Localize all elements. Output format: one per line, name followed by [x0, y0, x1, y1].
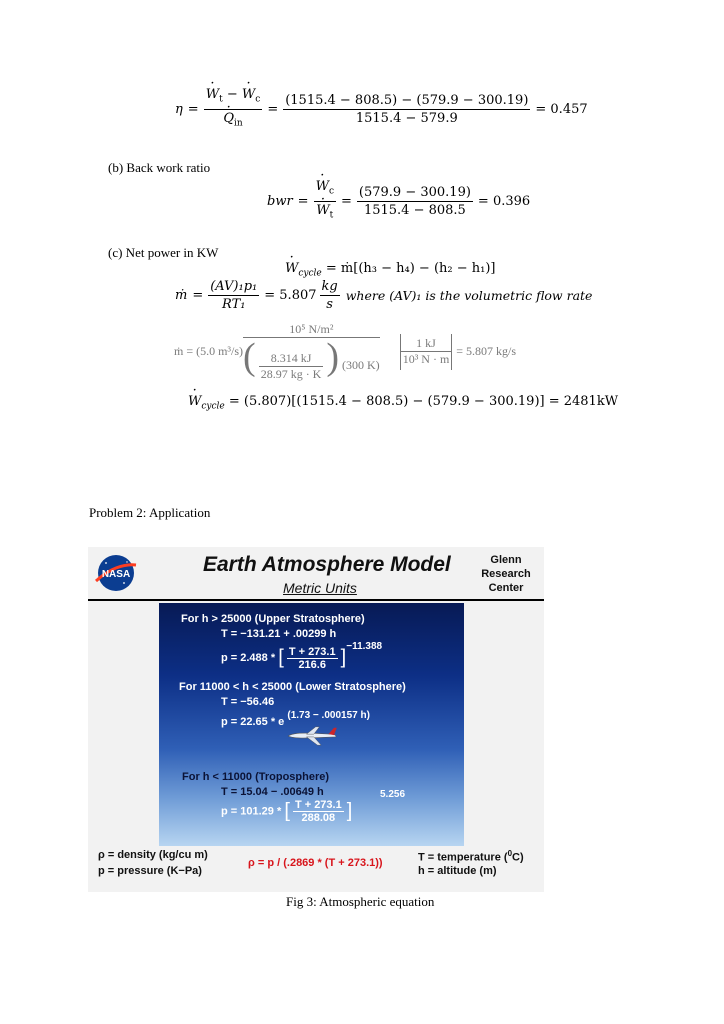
- nasa-logo-icon: [94, 553, 138, 593]
- eta-result: = 0.457: [535, 101, 588, 117]
- figure-caption: Fig 3: Atmospheric equation: [286, 894, 435, 909]
- eta-symbol: η: [175, 101, 183, 117]
- legend-temperature: T = temperature ($^0$C): [418, 849, 524, 864]
- lower-pressure-eq: p = 22.65 * e (1.73 − .000157 h): [221, 710, 370, 728]
- figure-subtitle: Metric Units: [283, 580, 357, 596]
- figure-title: Earth Atmosphere Model: [203, 553, 451, 576]
- bwr-result: = 0.396: [477, 193, 531, 209]
- part-b-heading: (b) Back work ratio: [108, 160, 211, 175]
- airplane-icon: [283, 725, 341, 747]
- cycle-power-equation: · $W_{cycle}$ = ṁ[(h₃ − h₄) − (h₂ − h₁)]: [285, 261, 495, 279]
- mass-flow-equation: ṁ = $\frac{\text{(AV)₁p₁}}{\text{RT₁}}$ = 5.807 $\frac{kg}{s}$ where (AV)₁ is the volumetric flow rate: [175, 279, 593, 312]
- problem-2-heading: Problem 2: Application: [89, 505, 211, 520]
- density-equation: ρ = p / (.2869 * (T + 273.1)): [248, 857, 383, 869]
- lower-temperature-eq: T = −56.46: [221, 696, 275, 708]
- upper-temperature-eq: T = −131.21 + .00299 h: [221, 628, 337, 640]
- tropo-exponent: 5.256: [380, 789, 406, 800]
- legend-pressure: p = pressure (K−Pa): [98, 865, 202, 877]
- eta-numeric-fraction: $\frac{(1515.4 - 808.5) - (579.9 - 300.19)}{1515.4 - 579.9}$: [285, 92, 529, 126]
- troposphere-heading: For h < 11000 (Troposphere): [182, 771, 330, 783]
- header-divider: [88, 599, 544, 601]
- atmosphere-equations-panel: [159, 603, 464, 846]
- volumetric-flow-note: where (AV)₁ is the volumetric flow rate: [345, 288, 593, 303]
- legend-altitude: h = altitude (m): [418, 865, 497, 877]
- lower-stratosphere-heading: For 11000 < h < 25000 (Lower Stratosphere): [179, 681, 406, 693]
- tropo-pressure-eq: p = 101.29 * [ $\frac{T + 273.1}{288.08}$ ]: [221, 799, 353, 824]
- legend-density: ρ = density (kg/cu m): [98, 849, 208, 861]
- eta-symbolic-fraction: · $W_t$ − · $W_c$ · $Q_{in}$: [204, 86, 263, 132]
- net-power-equation: · $W_{cycle} = (5.807)[(1515.4 - 808.5) - (579.9 - 300.19)] = 2481kW$: [188, 394, 618, 412]
- bwr-numeric-fraction: $\frac{(579.9 - 300.19)}{1515.4 - 808.5}$: [358, 184, 471, 218]
- bwr-symbolic-fraction: · $W_c$ · $W_t$: [314, 178, 336, 224]
- efficiency-equation: η = · $W_t$ − · $W_c$ · $Q_{in}$ = $\frac{(1515.4 - 808.5) - (579.9 - 300.19)}{1515.4 - 579.9}$ = 0.457: [175, 86, 588, 132]
- tropo-temperature-eq: T = 15.04 − .00649 h: [221, 786, 324, 798]
- upper-pressure-eq: p = 2.488 * [ $\frac{T + 273.1}{216.6}$ ]$^{-11.388}$: [221, 641, 383, 671]
- bwr-symbol: bwr: [267, 193, 293, 209]
- part-c-heading: (c) Net power in KW: [108, 245, 219, 260]
- earth-atmosphere-figure: [88, 547, 544, 892]
- bwr-equation: bwr = · $W_c$ · $W_t$ = $\frac{(579.9 - 300.19)}{1515.4 - 808.5}$ = 0.396: [267, 178, 530, 224]
- svg-text:NASA: NASA: [101, 569, 131, 580]
- glenn-research-center: Glenn Research Center: [481, 554, 531, 594]
- upper-stratosphere-heading: For h > 25000 (Upper Stratosphere): [181, 613, 365, 625]
- mass-flow-calculation: ṁ = (5.0 m³/s) 10⁵ N/m² ( $\frac{8.314 kJ}{28.97 kg \cdot K}$ ) (300 K) $\frac{1 kJ}{\text{10³ N · m}}$ = 5.807 kg/s: [174, 322, 517, 381]
- figure-header: [88, 547, 544, 599]
